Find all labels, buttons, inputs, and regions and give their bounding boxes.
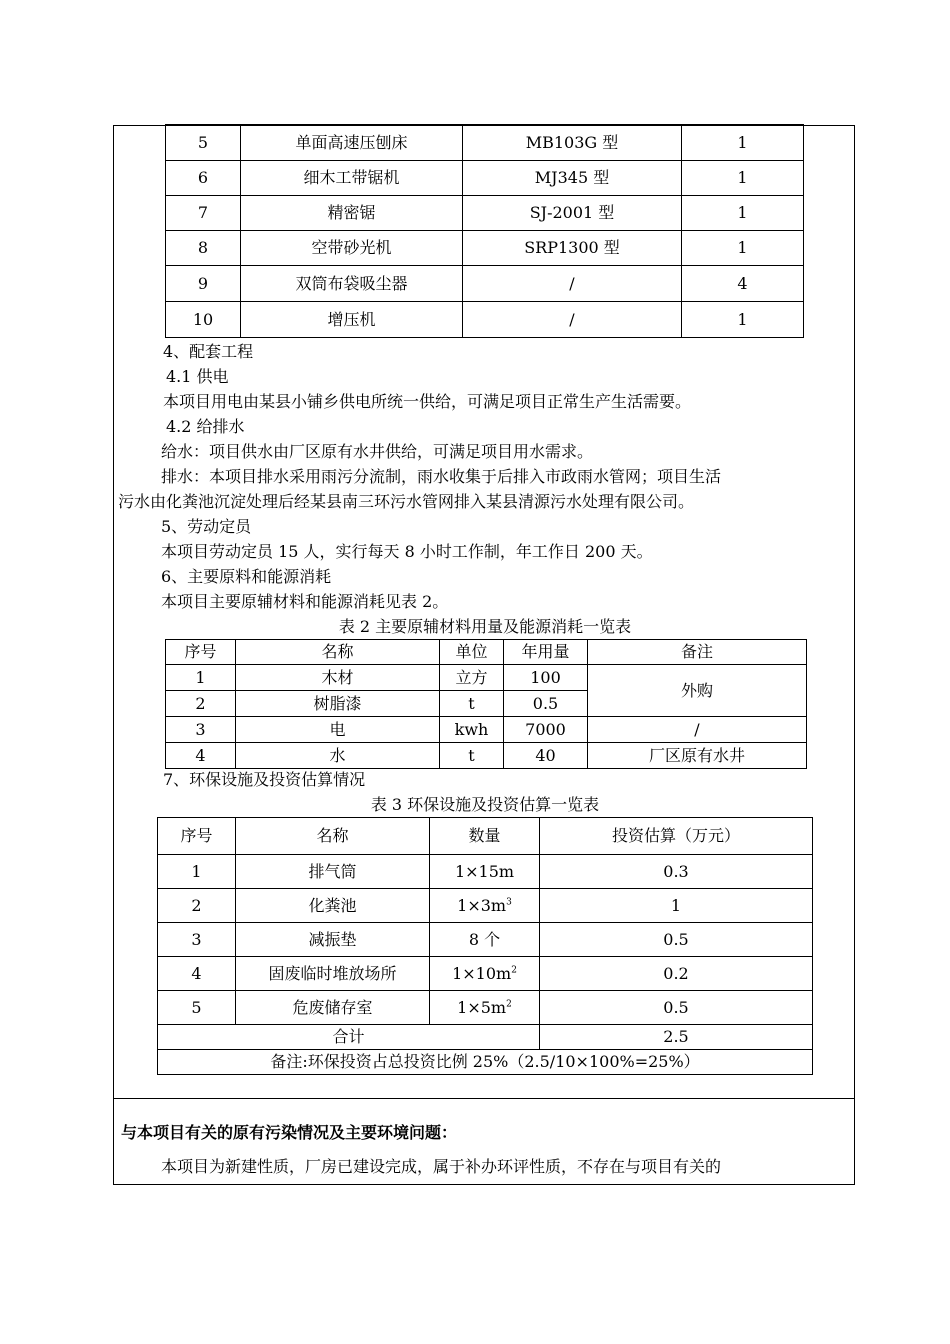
total-label: 合计 xyxy=(158,1025,540,1050)
equip-no: 9 xyxy=(166,266,241,302)
table-header-row xyxy=(158,818,813,855)
equip-no: 7 xyxy=(166,196,241,231)
cell-qty xyxy=(430,923,540,957)
header-remark: 备注 xyxy=(588,640,807,665)
cell-name: 危废储存室 xyxy=(236,991,430,1025)
cell-annual: 100 xyxy=(504,665,588,691)
table-row xyxy=(166,231,804,266)
cell-no: 1 xyxy=(166,665,236,691)
para-existing-pollution: 本项目为新建性质，厂房已建设完成，属于补办环评性质，不存在与项目有关的 xyxy=(161,1157,722,1176)
table-row xyxy=(166,161,804,196)
cell-no: 3 xyxy=(158,923,236,957)
header-unit: 单位 xyxy=(440,640,504,665)
equip-no: 8 xyxy=(166,231,241,266)
heading-env-facilities: 7、环保设施及投资估算情况 xyxy=(163,770,366,789)
cell-invest: 1 xyxy=(540,889,813,923)
heading-support-works: 4、配套工程 xyxy=(163,342,254,361)
qty-exponent: 2 xyxy=(511,965,517,976)
heading-water: 4.2 给排水 xyxy=(166,417,245,436)
table-row xyxy=(166,125,804,161)
heading-materials: 6、主要原料和能源消耗 xyxy=(161,567,332,586)
para-staffing: 本项目劳动定员 15 人，实行每天 8 小时工作制，年工作日 200 天。 xyxy=(161,542,653,561)
cell-name: 化粪池 xyxy=(236,889,430,923)
header-name: 名称 xyxy=(236,818,430,855)
heading-power-supply: 4.1 供电 xyxy=(166,367,229,386)
equip-qty: 1 xyxy=(682,231,804,266)
header-name: 名称 xyxy=(236,640,440,665)
cell-name: 木材 xyxy=(236,665,440,691)
cell-invest: 0.2 xyxy=(540,957,813,991)
table-row xyxy=(166,717,807,743)
equip-name: 细木工带锯机 xyxy=(241,161,463,196)
equip-model: / xyxy=(463,266,682,302)
total-value: 2.5 xyxy=(540,1025,813,1050)
table-row xyxy=(158,855,813,889)
cell-invest: 0.5 xyxy=(540,923,813,957)
cell-unit: 立方 xyxy=(440,665,504,691)
header-no: 序号 xyxy=(166,640,236,665)
cell-annual: 40 xyxy=(504,743,588,769)
header-annual: 年用量 xyxy=(504,640,588,665)
para-drainage-line1: 排水：本项目排水采用雨污分流制，雨水收集于后排入市政雨水管网；项目生活 xyxy=(161,467,722,486)
table-row xyxy=(158,957,813,991)
equip-model: / xyxy=(463,302,682,338)
cell-no: 2 xyxy=(158,889,236,923)
table-row xyxy=(158,991,813,1025)
cell-name: 电 xyxy=(236,717,440,743)
cell-no: 4 xyxy=(158,957,236,991)
cell-annual: 0.5 xyxy=(504,691,588,717)
cell-name: 固废临时堆放场所 xyxy=(236,957,430,991)
equip-no: 5 xyxy=(166,125,241,161)
qty-value: 1×5m xyxy=(457,997,507,1017)
cell-no: 3 xyxy=(166,717,236,743)
table-row xyxy=(166,196,804,231)
qty-exponent: 3 xyxy=(506,897,512,908)
table-row xyxy=(158,889,813,923)
heading-staffing: 5、劳动定员 xyxy=(161,517,252,536)
cell-qty xyxy=(430,855,540,889)
header-invest: 投资估算（万元） xyxy=(540,818,813,855)
table-row xyxy=(166,665,807,691)
equip-qty: 1 xyxy=(682,196,804,231)
equip-model: SRP1300 型 xyxy=(463,231,682,266)
equip-no: 10 xyxy=(166,302,241,338)
cell-qty xyxy=(430,889,540,923)
equip-name: 单面高速压刨床 xyxy=(241,125,463,161)
cell-name: 水 xyxy=(236,743,440,769)
table-note: 备注:环保投资占总投资比例 25%（2.5/10×100%=25%） xyxy=(158,1050,813,1075)
cell-no: 2 xyxy=(166,691,236,717)
para-materials: 本项目主要原辅材料和能源消耗见表 2。 xyxy=(161,592,449,611)
equip-name: 精密锯 xyxy=(241,196,463,231)
table-row xyxy=(158,923,813,957)
cell-invest: 0.5 xyxy=(540,991,813,1025)
table-total-row xyxy=(158,1025,813,1050)
qty-value: 1×15m xyxy=(454,861,515,881)
table3-caption: 表 3 环保设施及投资估算一览表 xyxy=(370,795,600,814)
table2-caption: 表 2 主要原辅材料用量及能源消耗一览表 xyxy=(338,617,632,636)
cell-name: 减振垫 xyxy=(236,923,430,957)
equip-name: 增压机 xyxy=(241,302,463,338)
equip-model: MB103G 型 xyxy=(463,125,682,161)
equip-name: 空带砂光机 xyxy=(241,231,463,266)
equipment-table xyxy=(165,124,804,338)
cell-remark-merged: 外购 xyxy=(588,665,807,717)
table-row xyxy=(166,302,804,338)
equip-name: 双筒布袋吸尘器 xyxy=(241,266,463,302)
para-water-supply: 给水：项目供水由厂区原有水井供给，可满足项目用水需求。 xyxy=(161,442,594,461)
qty-value: 1×10m xyxy=(452,963,512,983)
qty-exponent: 2 xyxy=(506,999,512,1010)
cell-no: 1 xyxy=(158,855,236,889)
equip-qty: 1 xyxy=(682,302,804,338)
equip-model: SJ-2001 型 xyxy=(463,196,682,231)
cell-remark: / xyxy=(588,717,807,743)
equip-qty: 1 xyxy=(682,161,804,196)
para-drainage-line2: 污水由化粪池沉淀处理后经某县南三环污水管网排入某县清源污水处理有限公司。 xyxy=(118,492,695,511)
header-qty: 数量 xyxy=(430,818,540,855)
cell-qty xyxy=(430,957,540,991)
cell-annual: 7000 xyxy=(504,717,588,743)
table-note-row xyxy=(158,1050,813,1075)
table-row xyxy=(166,266,804,302)
qty-value: 8 个 xyxy=(468,929,501,949)
cell-qty xyxy=(430,991,540,1025)
equip-qty: 4 xyxy=(682,266,804,302)
table-header-row xyxy=(166,640,807,665)
section-divider xyxy=(113,1098,855,1099)
equip-model: MJ345 型 xyxy=(463,161,682,196)
investment-table xyxy=(157,817,813,1075)
qty-value: 1×3m xyxy=(457,895,507,915)
cell-name: 排气筒 xyxy=(236,855,430,889)
header-no: 序号 xyxy=(158,818,236,855)
cell-unit: t xyxy=(440,743,504,769)
cell-name: 树脂漆 xyxy=(236,691,440,717)
cell-invest: 0.3 xyxy=(540,855,813,889)
equip-no: 6 xyxy=(166,161,241,196)
cell-remark: 厂区原有水井 xyxy=(588,743,807,769)
cell-no: 4 xyxy=(166,743,236,769)
cell-unit: t xyxy=(440,691,504,717)
table-row xyxy=(166,743,807,769)
para-power-supply: 本项目用电由某县小铺乡供电所统一供给，可满足项目正常生产生活需要。 xyxy=(163,392,692,411)
cell-no: 5 xyxy=(158,991,236,1025)
section-title-existing-pollution: 与本项目有关的原有污染情况及主要环境问题： xyxy=(121,1123,458,1142)
cell-unit: kwh xyxy=(440,717,504,743)
equip-qty: 1 xyxy=(682,125,804,161)
materials-table xyxy=(165,639,807,769)
